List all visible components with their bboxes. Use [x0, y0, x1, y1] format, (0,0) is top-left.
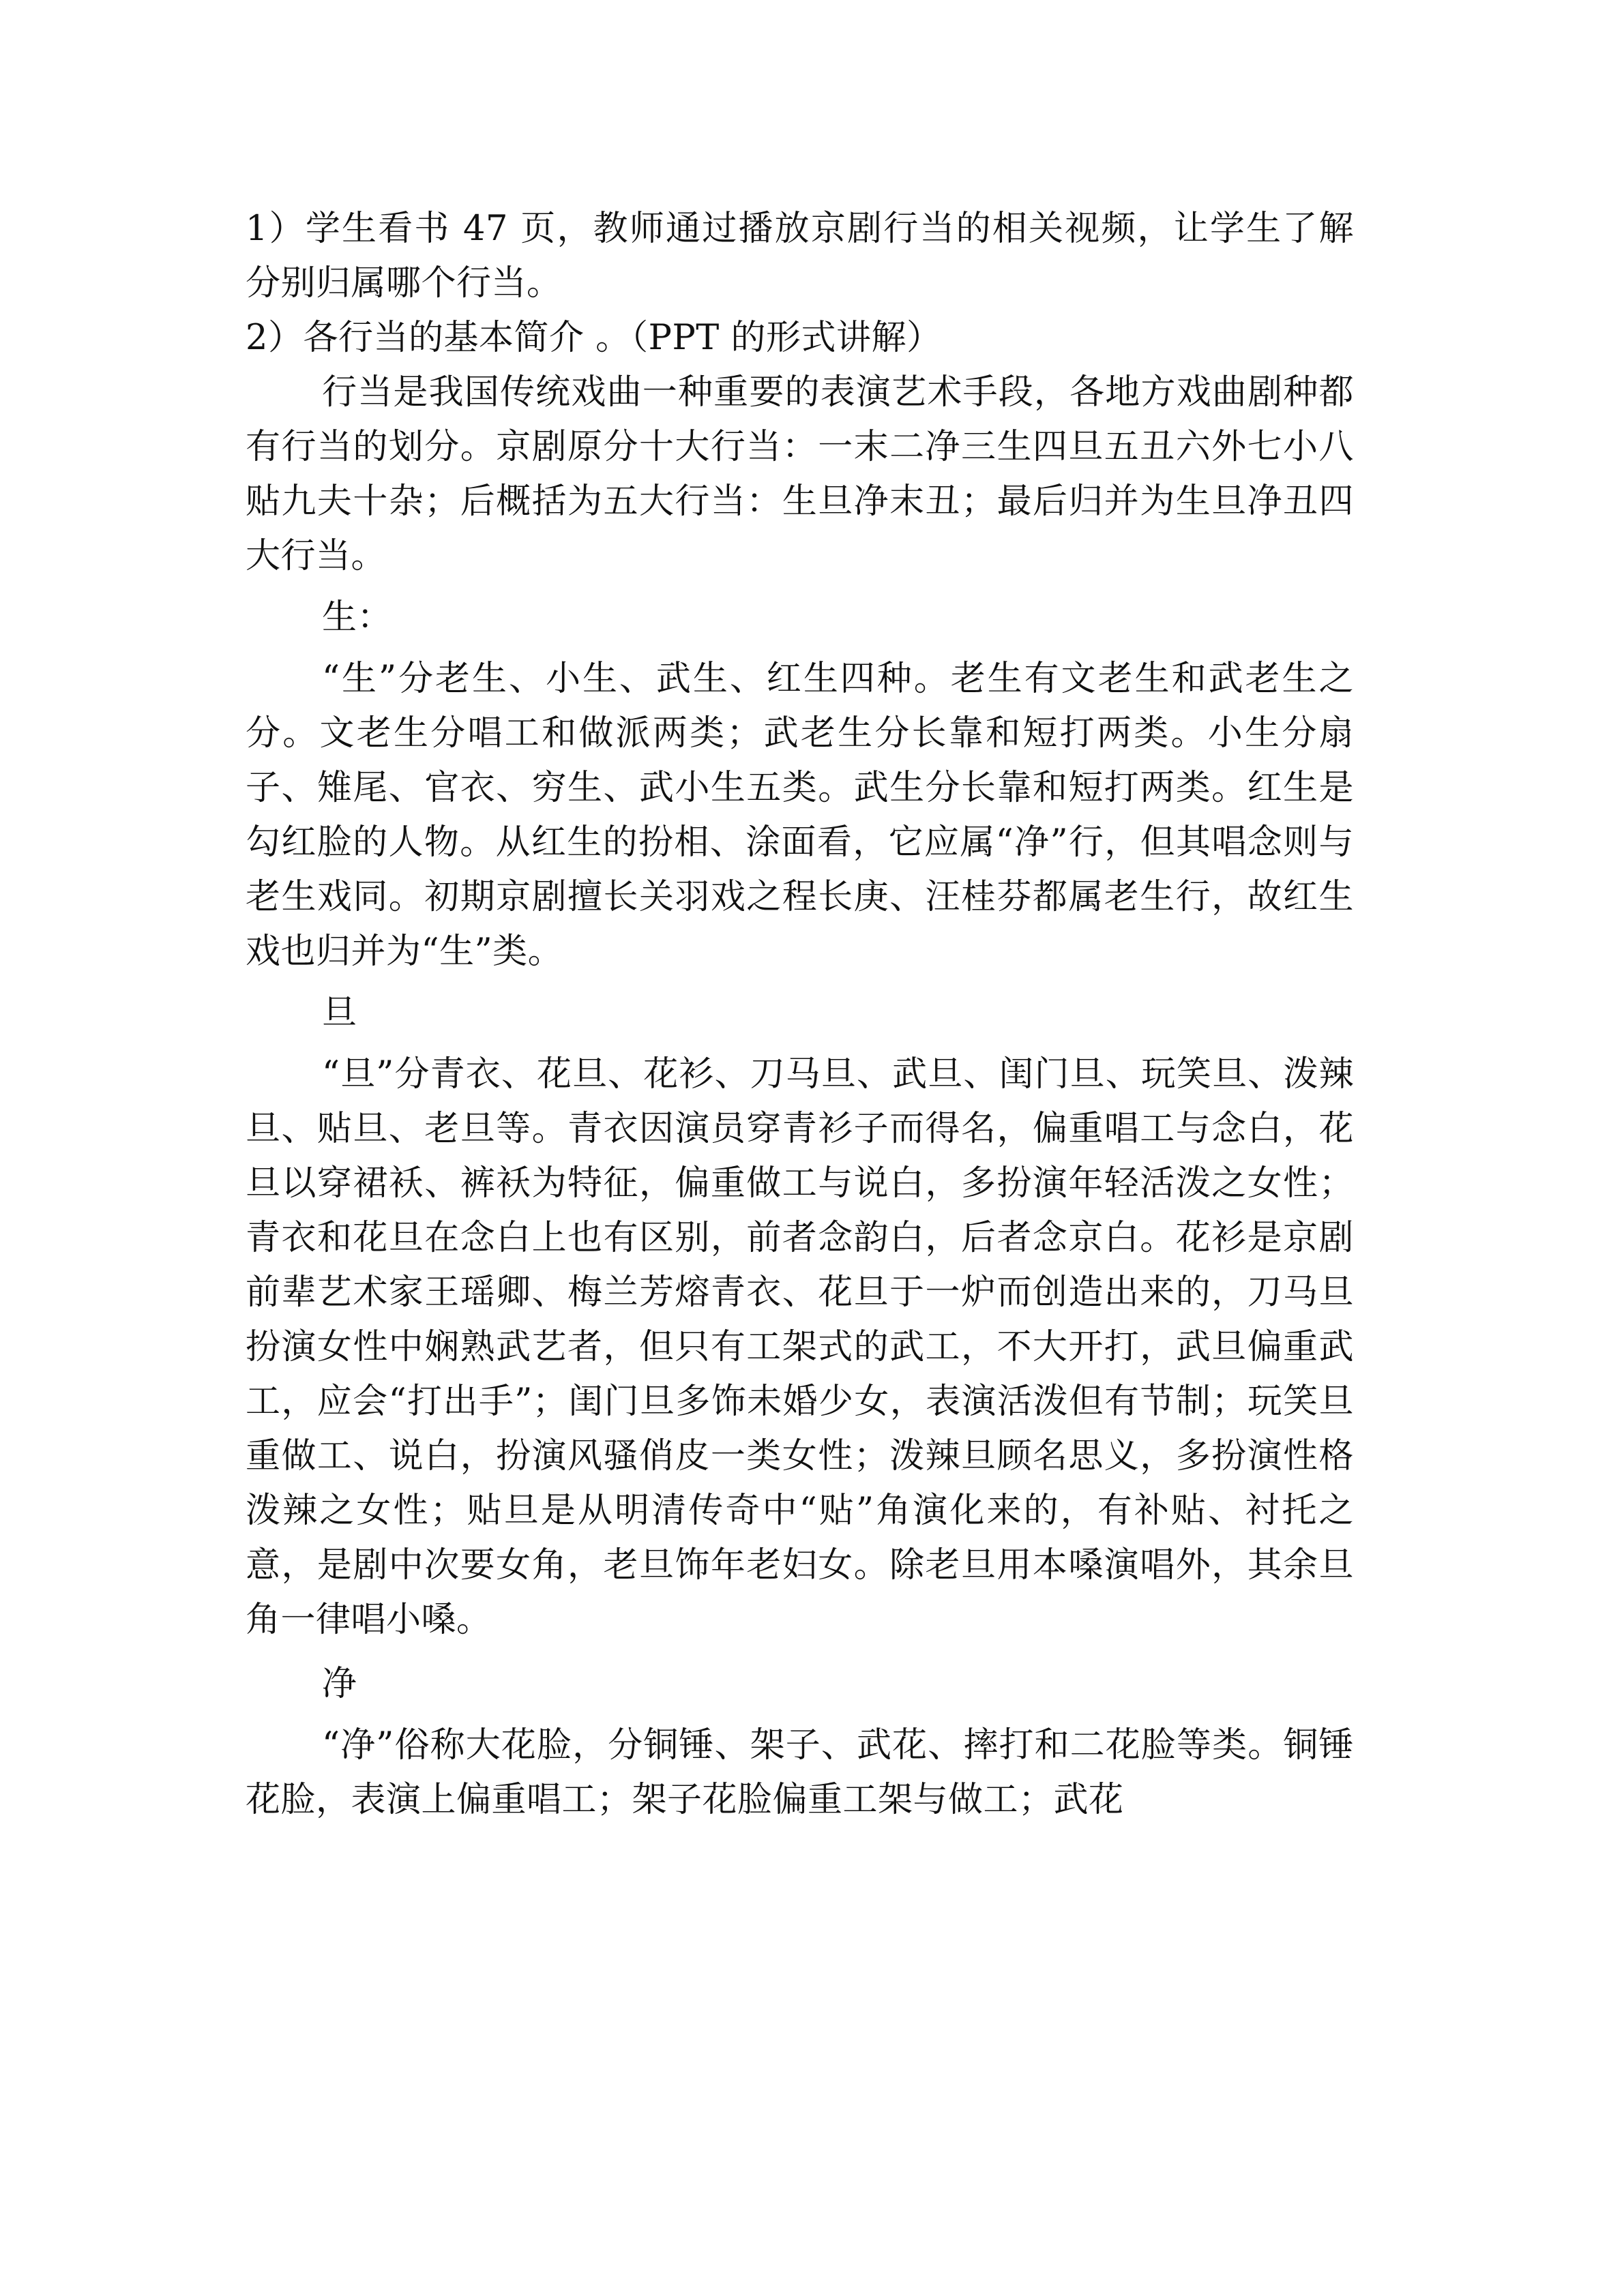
section-heading-dan: 旦	[322, 993, 357, 1033]
list-item-2: 2）各行当的基本简介 。（PPT 的形式讲解）	[246, 318, 942, 358]
section-body-dan: “旦”分青衣、花旦、花衫、刀马旦、武旦、闺门旦、玩笑旦、泼辣旦、贴旦、老旦等。青衣因演员穿青衫子而得名，偏重唱工与念白，花旦以穿裙袄、裤袄为特征，偏重做工与说白，多扮演年轻活泼之女性；青衣和花旦在念白上也有区别，前者念韵白，后者念京白。花衫是京剧前辈艺术家王瑶卿、梅兰芳熔青衣、花旦于一炉而创造出来的，刀马旦扮演女性中娴熟武艺者，但只有工架式的武工，不大开打，武旦偏重武工，应会“打出手”；闺门旦多饰未婚少女，表演活泼但有节制；玩笑旦重做工、说白，扮演风骚俏皮一类女性；泼辣旦顾名思义，多扮演性格泼辣之女性；贴旦是从明清传奇中“贴”角演化来的，有补贴、衬托之意，是剧中次要女角，老旦饰年老妇女。除老旦用本嗓演唱外，其余旦角一律唱小嗓。	[246, 1054, 1354, 1640]
intro-paragraph: 行当是我国传统戏曲一种重要的表演艺术手段，各地方戏曲剧种都有行当的划分。京剧原分十大行当：一末二净三生四旦五丑六外七小八贴九夫十杂；后概括为五大行当：生旦净末丑；最后归并为生旦净丑四大行当。	[246, 372, 1354, 576]
section-heading-jing: 净	[322, 1664, 357, 1704]
section-heading-sheng: 生：	[322, 597, 393, 638]
section-body-sheng: “生”分老生、小生、武生、红生四种。老生有文老生和武老生之分。文老生分唱工和做派两类；武老生分长靠和短打两类。小生分扇子、雉尾、官衣、穷生、武小生五类。武生分长靠和短打两类。红生是勾红脸的人物。从红生的扮相、涂面看，它应属“净”行，但其唱念则与老生戏同。初期京剧擅长关羽戏之程长庚、汪桂芬都属老生行，故红生戏也归并为“生”类。	[246, 659, 1354, 972]
document-body	[246, 202, 1354, 1828]
section-body-jing: “净”俗称大花脸，分铜锤、架子、武花、摔打和二花脸等类。铜锤花脸，表演上偏重唱工；架子花脸偏重工架与做工；武花	[246, 1725, 1354, 1820]
list-item-1: 1）学生看书 47 页，教师通过播放京剧行当的相关视频，让学生了解分别归属哪个行当。	[246, 209, 1354, 303]
